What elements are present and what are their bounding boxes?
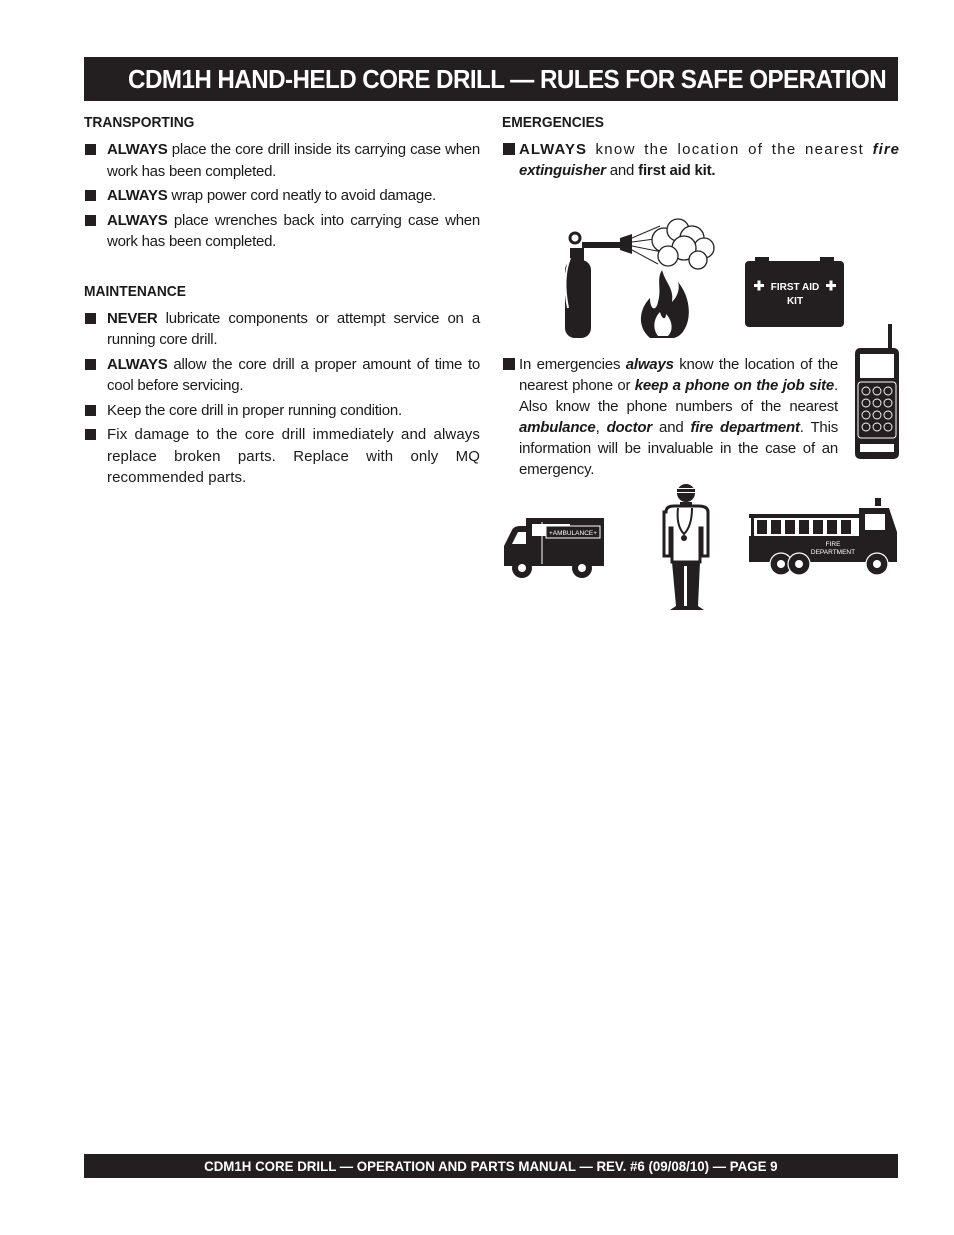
emphasis-phone: keep a phone on the job site: [634, 377, 835, 394]
emergencies-heading: EMERGENCIES: [502, 114, 604, 131]
page-footer: [84, 1154, 898, 1178]
ambulance-icon: [502, 514, 606, 580]
transporting-list: [84, 139, 480, 253]
emergency-item-phone-wrap: [502, 354, 838, 480]
emphasis-first-aid-kit: first aid kit.: [638, 162, 716, 179]
item-text: lubricate components or attempt service on a running core drill.: [107, 309, 480, 348]
first-aid-kit-label-1: FIRST AID: [770, 282, 820, 293]
emphasis-always: always: [625, 356, 674, 373]
page-title: CDM1H HAND-HELD CORE DRILL — RULES FOR SAFE OPERATION: [127, 63, 886, 94]
emphasis-fire-department: fire department: [690, 419, 800, 436]
page-title-bar: [84, 57, 898, 101]
footer-text: CDM1H CORE DRILL — OPERATION AND PARTS MANUAL — REV. #6 (09/08/10) — PAGE 9: [204, 1158, 778, 1174]
maintenance-section: [84, 283, 480, 489]
keyword: ALWAYS: [107, 211, 168, 229]
fire-truck-icon: [749, 498, 899, 578]
maintenance-heading: MAINTENANCE: [84, 282, 186, 300]
ambulance-label: +AMBULANCE+: [548, 530, 598, 537]
item-text: know the location of the nearest phone or: [519, 356, 838, 394]
first-aid-kit-icon: [745, 257, 844, 327]
item-text: Fix damage to the core drill immediately and always replace broken parts. Replace with only MQ recommended parts.: [107, 426, 480, 486]
item-text: and: [652, 419, 691, 436]
list-item: [84, 354, 480, 397]
emergency-item-phone: [502, 354, 838, 480]
item-text: . This information will be invaluable in the case of an emergency.: [519, 419, 839, 478]
item-text: place wrenches back into carrying case when work has been completed.: [107, 211, 480, 250]
item-text: ,: [595, 419, 607, 436]
right-column: [502, 114, 900, 556]
emergency-item-extinguisher: [502, 139, 900, 181]
keyword: ALWAYS: [107, 355, 168, 373]
emphasis-extinguisher: extinguisher: [519, 162, 606, 179]
item-text: place the core drill inside its carrying case when work has been completed.: [107, 141, 480, 180]
item-text: know the location of the nearest: [586, 141, 873, 158]
fire-extinguisher-icon: [558, 218, 718, 340]
item-text: In emergencies: [519, 356, 626, 373]
item-text: allow the core drill a proper amount of time to cool before servicing.: [107, 355, 480, 394]
emphasis-doctor: doctor: [606, 419, 653, 436]
fire-truck-label-2: DEPARTMENT: [810, 549, 856, 556]
keyword: ALWAYS: [107, 187, 168, 204]
list-item: [84, 424, 480, 489]
left-column: [84, 114, 480, 492]
item-text: wrap power cord neatly to avoid damage.: [167, 187, 436, 204]
item-text: and: [605, 162, 639, 179]
keyword: ALWAYS: [519, 141, 587, 158]
keyword: ALWAYS: [107, 141, 168, 158]
doctor-icon: [660, 482, 714, 614]
emphasis-ambulance: ambulance: [519, 419, 596, 436]
list-item: [84, 185, 480, 207]
transporting-heading: TRANSPORTING: [84, 114, 195, 131]
list-item: [84, 308, 480, 351]
list-item: [84, 400, 480, 422]
item-text: . Also know the phone numbers of the nearest: [519, 377, 838, 415]
first-aid-kit-label-2: KIT: [786, 296, 804, 307]
emphasis-fire: fire: [872, 141, 900, 158]
fire-truck-label-1: FIRE: [825, 541, 841, 548]
maintenance-list: [84, 308, 480, 489]
item-text: Keep the core drill in proper running condition.: [107, 401, 402, 419]
list-item: [84, 139, 480, 182]
cell-phone-icon: [854, 324, 900, 460]
list-item: [84, 210, 480, 253]
keyword: NEVER: [107, 309, 158, 327]
